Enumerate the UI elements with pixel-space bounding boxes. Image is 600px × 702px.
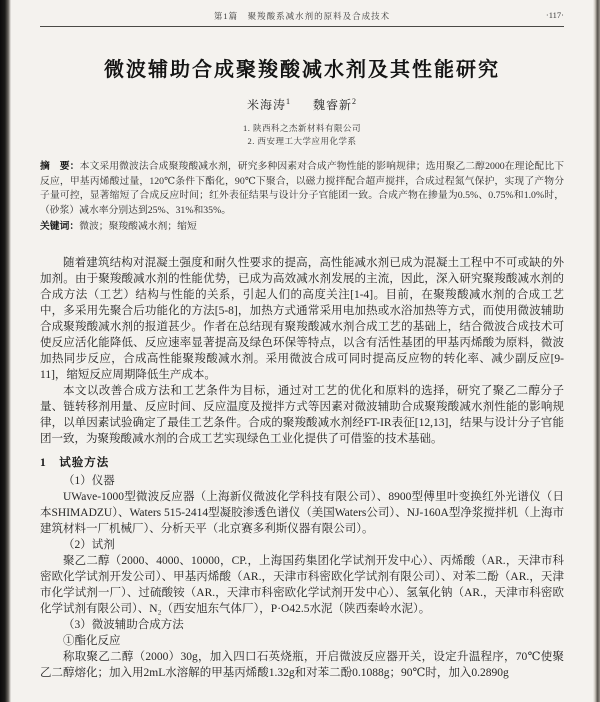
body-text xyxy=(40,255,564,681)
author-affiliation-mark: 1 xyxy=(286,97,291,106)
abstract-text: 本文采用微波法合成聚羧酸减水剂，研究多种因素对合成产物性能的影响规律；选用聚乙二醇2000在理论配比下反应，甲基丙烯酸过量，120℃条件下酯化，90℃下聚合，以磁力搅拌配合超声搅拌，合成过程氮气保护，实现了产物分子量可控，显著缩短了合成反应时间；红外表征结果与设计分子官能团一致。合成产物在掺量为0.5%、0.75%和1.0%时，（砂浆）减水率分别达到25%、31%和35%。 xyxy=(40,161,565,216)
paper-title: 微波辅助合成聚羧酸减水剂及其性能研究 xyxy=(104,59,500,81)
affiliations xyxy=(40,122,564,147)
page-number: ·117· xyxy=(545,10,564,20)
affiliation-line: 1. 陕西科之杰新材料有限公司 xyxy=(242,123,361,133)
section-heading-methods: 1 试验方法 xyxy=(40,456,110,469)
subsection-label-esterification: ①酯化反应 xyxy=(63,634,121,647)
running-header xyxy=(40,8,564,22)
abstract-label: 摘 要： xyxy=(40,161,80,172)
author-affiliation-mark: 2 xyxy=(352,97,358,106)
subsection-text-instruments: UWave-1000型微波反应器（上海新仪微波化学科技有限公司）、8900型傅里叶变换红外光谱仪（日本SHIMADZU）、Waters 515-2414型凝胶渗透色谱仪（美国Waters公司）、NJ-160A型净浆搅拌机（上海市建筑材料一厂机械厂）、分析天平（北京赛多利斯仪器有限公司）。 xyxy=(40,490,564,535)
subsection-text-esterification: 称取聚乙二醇（2000）30g，加入四口石英烧瓶，开启微波反应器开关，设定升温程序，70℃使聚乙二醇熔化；加入用2mL水溶解的甲基丙烯酸1.32g和对苯二酚0.1088g；90℃时，加入0.2890g xyxy=(40,650,564,679)
keywords xyxy=(40,220,564,235)
paragraph-intro-2: 本文以改善合成方法和工艺条件为目标，通过对工艺的优化和原料的选择，研究了聚乙二醇分子量、链转移剂用量、反应时间、反应温度及搅拌方式等因素对微波辅助合成聚羧酸减水剂性能的影响规律，以单因素试验确定了最佳工艺条件。合成的聚羧酸减水剂经FT-IR表征[12,13]，结果与设计分子官能团一致，为聚羧酸减水剂的合成工艺实现绿色工业化提供了可借鉴的技术基础。 xyxy=(40,384,564,445)
keywords-label: 关键词： xyxy=(40,221,80,232)
scan-edge-left xyxy=(0,0,11,702)
author-name: 魏睿新$^2$ xyxy=(313,97,358,112)
subsection-label-reagents: （2）试剂 xyxy=(63,538,115,551)
paragraph-intro-1: 随着建筑结构对混凝土强度和耐久性要求的提高，高性能减水剂已成为混凝土工程中不可或缺的外加剂。由于聚羧酸减水剂的性能优势，已成为高效减水剂发展的主流，因此，深入研究聚羧酸减水剂的合成方法（工艺）结构与性能的关系，引起人们的高度关注[1-4]。目前，在聚羧酸减水剂的合成工艺中，多采用先聚合后功能化的方法[5-8]，加热方式通常采用电加热或水浴加热等方式，而使用微波辅助合成聚羧酸减水剂的报道甚少。作者在总结现有聚羧酸减水剂合成工艺的基础上，结合微波合成技术可使反应活化能降低、反应速率显著提高及绿色环保等特点，以含有活性基团的甲基丙烯酸为原料，微波加热同步反应，合成高性能聚羧酸减水剂。采用微波合成可同时提高反应物的转化率、减少副反应[9-11]，缩短反应周期降低生产成本。 xyxy=(40,256,564,381)
subsection-label-instruments: （1）仪器 xyxy=(63,474,115,487)
author-name: 米海涛$^1$ xyxy=(246,97,291,112)
authors-line xyxy=(40,96,564,113)
scan-edge-right xyxy=(593,0,600,702)
affiliation-line: 2. 西安理工大学应用化学系 xyxy=(247,135,357,146)
subsection-label-microwave-method: （3）微波辅助合成方法 xyxy=(63,618,184,631)
keywords-text: 微波；聚羧酸减水剂；缩短 xyxy=(79,221,197,232)
header-rule xyxy=(40,26,564,27)
scanned-paper-page xyxy=(40,8,564,681)
subsection-text-reagents: 聚乙二醇（2000、4000、10000，CP.，上海国药集团化学试剂开发中心）、丙烯酸（AR.，天津市科密欧化学试剂开发公司）、甲基丙烯酸（AR.，天津市科密欧化学试剂有限公司）、对苯二酚（AR.，天津市化学试剂一厂）、过硫酸铵（AR.，天津市科密欧化学试剂开发中心）、氢氧化钠（AR.，天津市科密欧化学试剂有限公司）、N₂（西安旭东气体厂），P·O42.5水泥（陕西秦岭水泥）。 xyxy=(40,554,564,615)
chapter-title: 第1篇 聚羧酸系减水剂的原料及合成技术 xyxy=(213,11,391,21)
abstract xyxy=(40,160,564,218)
